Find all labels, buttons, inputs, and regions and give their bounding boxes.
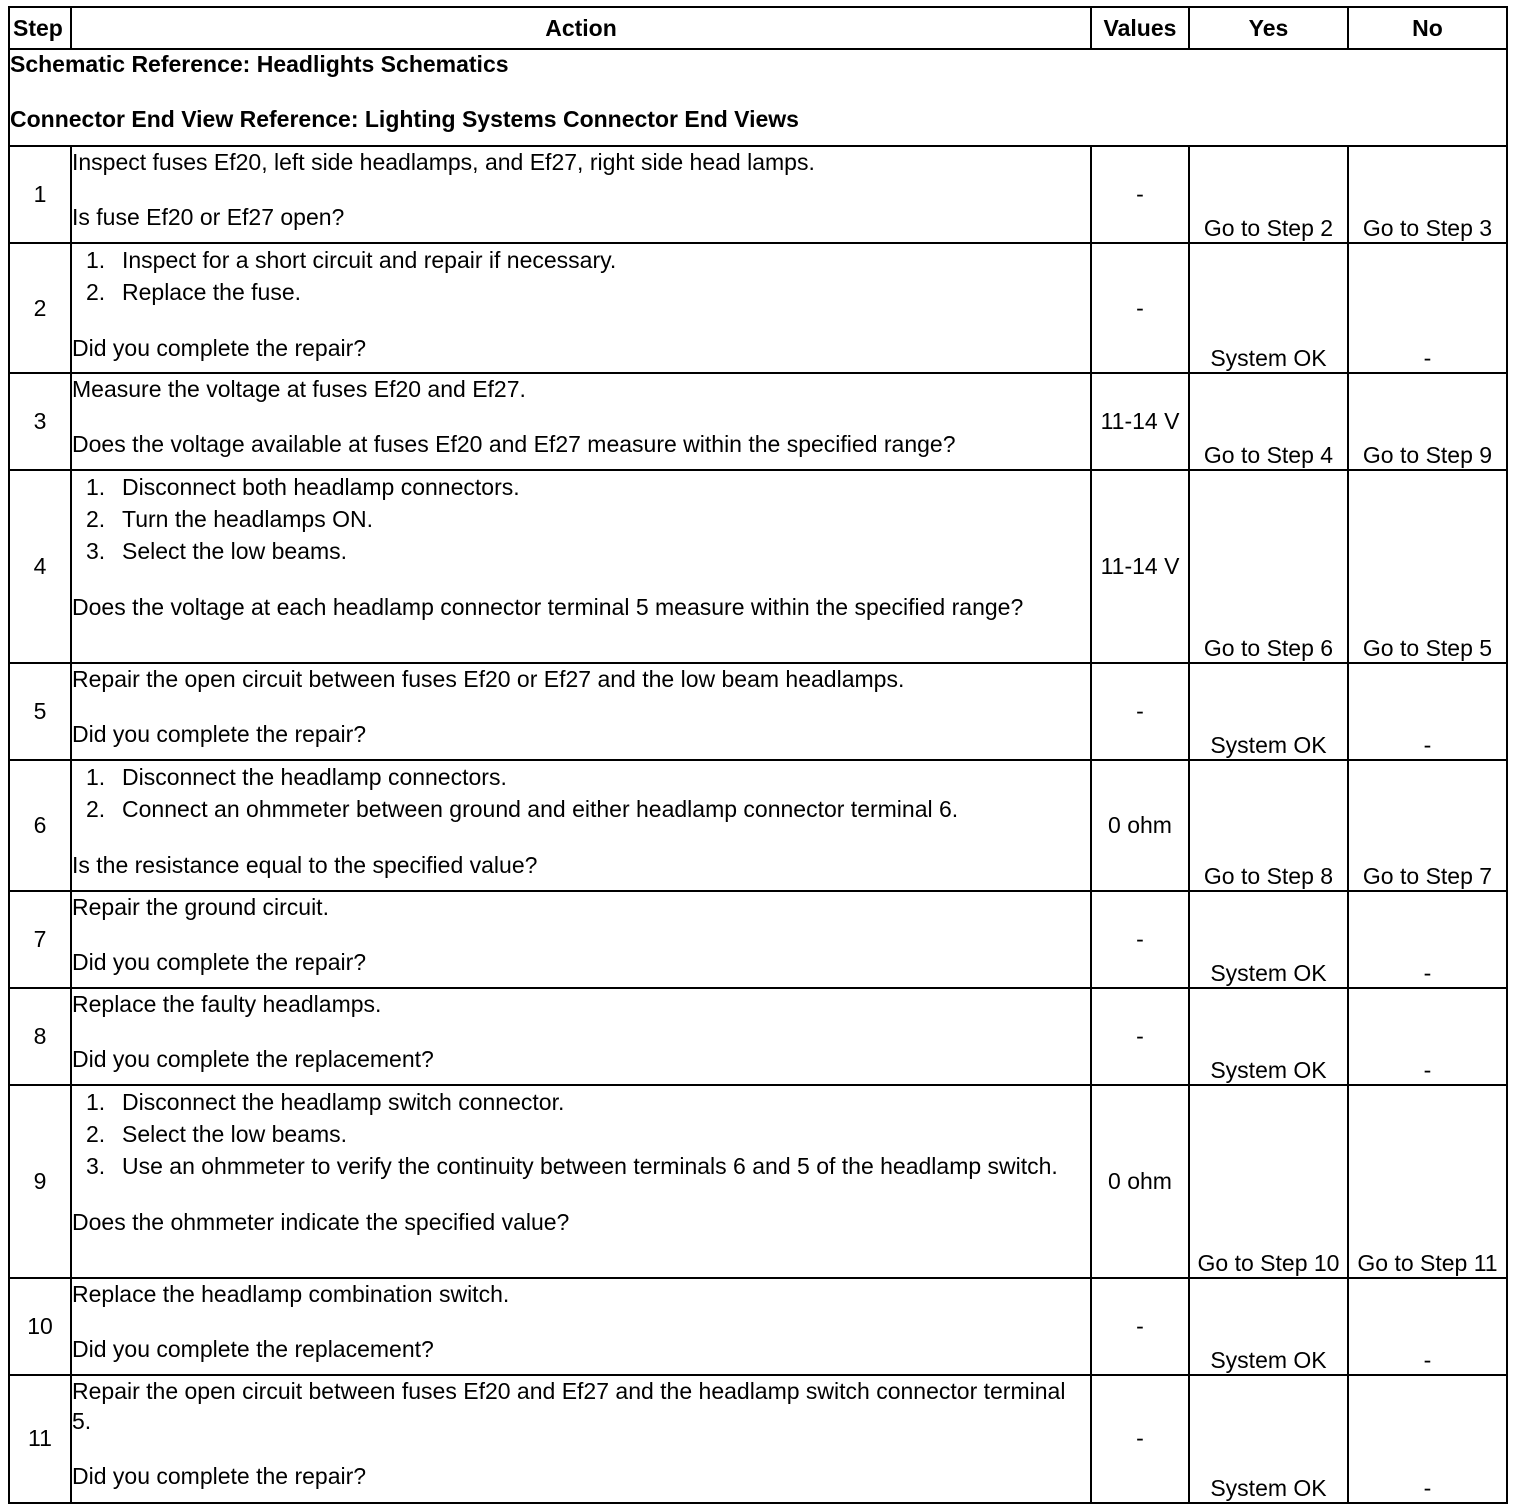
action-step-text: Replace the fuse.: [122, 279, 302, 306]
action-step-number: 2.: [86, 279, 106, 306]
step-number: 1: [9, 146, 71, 243]
action-step-item: [72, 535, 1090, 567]
action-steps-list: [72, 761, 1090, 825]
header-step: Step: [9, 7, 71, 49]
specified-value: 0 ohm: [1091, 1085, 1189, 1278]
spacer: [72, 1182, 1090, 1207]
action-step-number: 2.: [86, 796, 106, 823]
action-step-text: Inspect for a short circuit and repair if necessary.: [122, 247, 617, 274]
action-step-text: Connect an ohmmeter between ground and either headlamp connector terminal 6.: [122, 796, 959, 823]
action-question: Did you complete the repair?: [72, 721, 367, 748]
action-question: Did you complete the repair?: [72, 1462, 367, 1489]
no-result: Go to Step 9: [1348, 373, 1507, 470]
table-row: [9, 146, 1507, 243]
yes-result: Go to Step 6: [1189, 470, 1348, 663]
action-cell: [71, 891, 1091, 988]
yes-result: System OK: [1189, 663, 1348, 760]
action-instruction: Repair the ground circuit.: [72, 893, 329, 920]
table-row: [9, 760, 1507, 890]
action-step-text: Select the low beams.: [122, 1120, 348, 1147]
action-steps-list: [72, 471, 1090, 567]
action-step-item: [72, 1086, 1090, 1118]
spacer: [72, 922, 1090, 947]
no-result: Go to Step 7: [1348, 760, 1507, 890]
no-result: -: [1348, 891, 1507, 988]
step-number: 6: [9, 760, 71, 890]
specified-value: -: [1091, 663, 1189, 760]
spacer: [72, 694, 1090, 719]
action-question: Does the ohmmeter indicate the specified value?: [72, 1208, 570, 1235]
action-step-item: [72, 276, 1090, 308]
action-question: Does the voltage at each headlamp connector terminal 5 measure within the specified range?: [72, 594, 1024, 621]
action-instruction: Replace the headlamp combination switch.: [72, 1280, 510, 1307]
action-step-item: [72, 1118, 1090, 1150]
action-step-item: [72, 471, 1090, 503]
action-cell: [71, 663, 1091, 760]
action-instruction: Replace the faulty headlamps.: [72, 990, 382, 1017]
table-row: [9, 663, 1507, 760]
action-step-text: Turn the headlamps ON.: [122, 506, 373, 533]
action-cell: [71, 1278, 1091, 1375]
yes-result: System OK: [1189, 988, 1348, 1085]
step-number: 4: [9, 470, 71, 663]
no-result: -: [1348, 988, 1507, 1085]
step-number: 11: [9, 1375, 71, 1503]
step-number: 3: [9, 373, 71, 470]
action-steps-list: [72, 1086, 1090, 1182]
specified-value: -: [1091, 146, 1189, 243]
table-row: [9, 243, 1507, 373]
no-result: -: [1348, 243, 1507, 373]
action-question: Is fuse Ef20 or Ef27 open?: [72, 204, 345, 231]
table-row: [9, 373, 1507, 470]
no-result: Go to Step 3: [1348, 146, 1507, 243]
no-result: Go to Step 11: [1348, 1085, 1507, 1278]
spacer: [72, 177, 1090, 202]
header-action: Action: [71, 7, 1091, 49]
action-cell: [71, 1375, 1091, 1503]
action-step-item: [72, 503, 1090, 535]
spacer: [72, 404, 1090, 429]
specified-value: 11-14 V: [1091, 470, 1189, 663]
yes-result: System OK: [1189, 243, 1348, 373]
yes-result: System OK: [1189, 891, 1348, 988]
specified-value: 11-14 V: [1091, 373, 1189, 470]
yes-result: Go to Step 10: [1189, 1085, 1348, 1278]
action-step-item: [72, 793, 1090, 825]
table-row: [9, 891, 1507, 988]
action-instruction: Repair the open circuit between fuses Ef20 or Ef27 and the low beam headlamps.: [72, 666, 905, 693]
table-row: [9, 1278, 1507, 1375]
specified-value: -: [1091, 988, 1189, 1085]
step-number: 7: [9, 891, 71, 988]
action-cell: [71, 760, 1091, 890]
spacer: [72, 1436, 1090, 1461]
spacer: [72, 825, 1090, 850]
table-row: [9, 988, 1507, 1085]
action-step-number: 3.: [86, 1152, 106, 1179]
action-instruction: Inspect fuses Ef20, left side headlamps, and Ef27, right side head lamps.: [72, 149, 815, 176]
no-result: Go to Step 5: [1348, 470, 1507, 663]
action-step-number: 1.: [86, 474, 106, 501]
step-number: 8: [9, 988, 71, 1085]
action-cell: [71, 470, 1091, 663]
action-step-number: 1.: [86, 247, 106, 274]
action-step-text: Disconnect the headlamp connectors.: [122, 764, 507, 791]
spacer: [72, 308, 1090, 333]
action-cell: [71, 146, 1091, 243]
reference-cell: [9, 49, 1507, 146]
specified-value: -: [1091, 891, 1189, 988]
specified-value: -: [1091, 1375, 1189, 1503]
action-question: Did you complete the replacement?: [72, 1335, 434, 1362]
action-instruction: Measure the voltage at fuses Ef20 and Ef27.: [72, 376, 526, 403]
step-number: 10: [9, 1278, 71, 1375]
specified-value: -: [1091, 1278, 1189, 1375]
specified-value: 0 ohm: [1091, 760, 1189, 890]
action-step-text: Disconnect both headlamp connectors.: [122, 474, 520, 501]
spacer: [72, 567, 1090, 592]
action-step-item: [72, 761, 1090, 793]
table-row: [9, 1085, 1507, 1278]
table-row: [9, 1375, 1507, 1503]
action-steps-list: [72, 244, 1090, 308]
yes-result: Go to Step 2: [1189, 146, 1348, 243]
spacer: [72, 1309, 1090, 1334]
yes-result: Go to Step 8: [1189, 760, 1348, 890]
action-step-number: 2.: [86, 506, 106, 533]
step-number: 9: [9, 1085, 71, 1278]
action-step-number: 1.: [86, 764, 106, 791]
action-step-number: 1.: [86, 1088, 106, 1115]
action-cell: [71, 373, 1091, 470]
no-result: -: [1348, 1375, 1507, 1503]
spacer: [72, 1019, 1090, 1044]
action-step-number: 2.: [86, 1120, 106, 1147]
action-question: Did you complete the replacement?: [72, 1045, 434, 1072]
step-number: 2: [9, 243, 71, 373]
yes-result: Go to Step 4: [1189, 373, 1348, 470]
action-cell: [71, 1085, 1091, 1278]
action-question: Did you complete the repair?: [72, 948, 367, 975]
connector-end-view-reference: Connector End View Reference: Lighting Systems Connector End Views: [10, 106, 799, 132]
header-yes: Yes: [1189, 7, 1348, 49]
yes-result: System OK: [1189, 1278, 1348, 1375]
no-result: -: [1348, 1278, 1507, 1375]
header-row: [9, 7, 1507, 49]
action-step-text: Disconnect the headlamp switch connector.: [122, 1088, 565, 1115]
yes-result: System OK: [1189, 1375, 1348, 1503]
action-question: Is the resistance equal to the specified value?: [72, 852, 538, 879]
table-row: [9, 470, 1507, 663]
step-number: 5: [9, 663, 71, 760]
action-step-number: 3.: [86, 538, 106, 565]
action-step-text: Select the low beams.: [122, 538, 348, 565]
schematic-reference: Schematic Reference: Headlights Schematics: [10, 51, 509, 77]
action-step-item: [72, 244, 1090, 276]
header-no: No: [1348, 7, 1507, 49]
no-result: -: [1348, 663, 1507, 760]
action-cell: [71, 988, 1091, 1085]
action-step-item: [72, 1150, 1090, 1182]
action-instruction: Repair the open circuit between fuses Ef20 and Ef27 and the headlamp switch connector terminal 5.: [72, 1377, 1066, 1434]
diagnostic-table: [8, 6, 1508, 1504]
action-cell: [71, 243, 1091, 373]
action-question: Does the voltage available at fuses Ef20 and Ef27 measure within the specified range?: [72, 431, 956, 458]
reference-row: [9, 49, 1507, 146]
action-step-text: Use an ohmmeter to verify the continuity between terminals 6 and 5 of the headlamp switch.: [122, 1152, 1058, 1179]
action-question: Did you complete the repair?: [72, 335, 367, 362]
header-values: Values: [1091, 7, 1189, 49]
specified-value: -: [1091, 243, 1189, 373]
